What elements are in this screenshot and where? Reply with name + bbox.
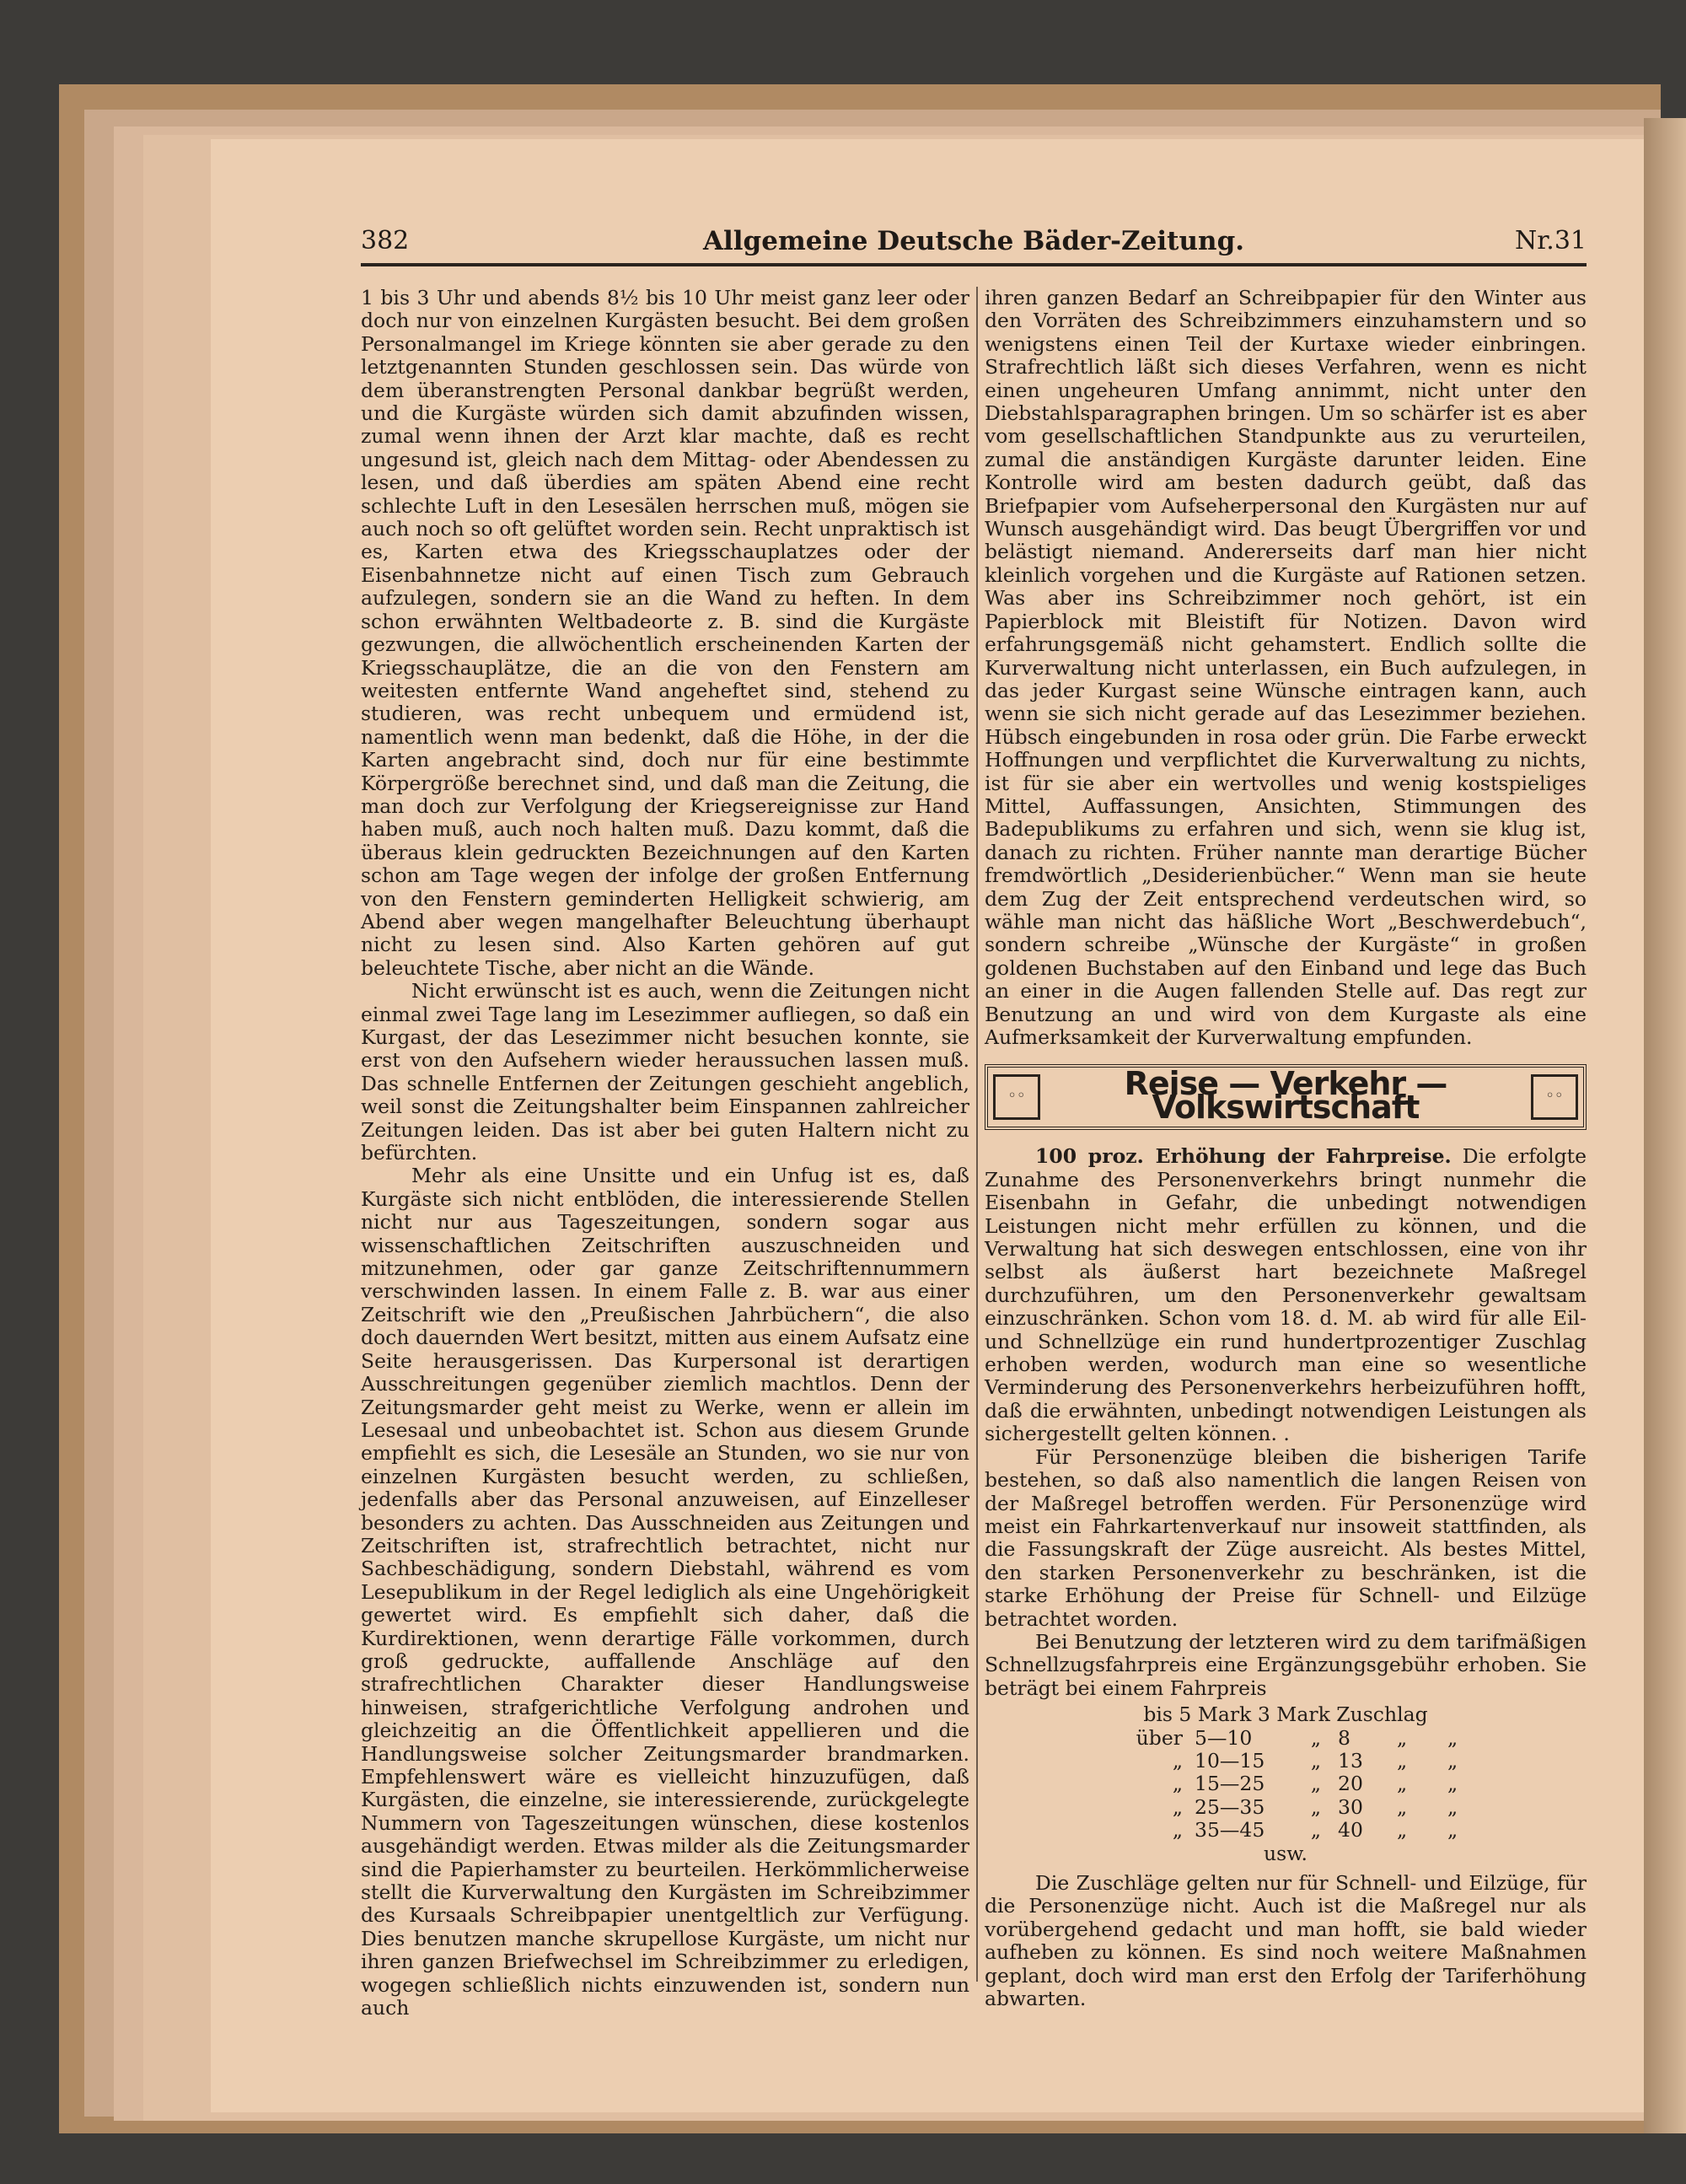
left-column [361, 287, 969, 2020]
table-cell: 13 [1338, 1748, 1363, 1772]
table-cell: 30 [1338, 1794, 1363, 1819]
table-cell: „ [1310, 1725, 1321, 1750]
column-divider [976, 287, 978, 1982]
section-banner [985, 1064, 1587, 1130]
section-title: Reise — Verkehr — Volkswirtschaft [1124, 1065, 1447, 1126]
table-row [985, 1750, 1587, 1772]
tariff-footer: usw. [1264, 1841, 1307, 1865]
table-cell: 25—35 [1195, 1794, 1265, 1819]
ornament-icon: ◦◦ [993, 1074, 1040, 1120]
table-cell: „ [1397, 1818, 1408, 1842]
paragraph-text: Die erfolgte Zunahme des Personenverkehrs bringt nunmehr die Eisenbahn in Gefahr, die unbedingt notwendigen Leistungen nicht mehr erfüllen zu können, und die Verwaltung hat sich deswegen entschlossen, eine von ihr selbst als äußerst hart bezeichnete Maßregel durchzuführen, um den Personenverkehr gewaltsam einzuschränken. Schon vom 18. d. M. ab wird für alle Eil- und Schnellzüge ein rund hundertprozentiger Zuschlag erhoben werden, wodurch man eine so wesentliche Verminderung des Personenverkehrs herbeizuführen hofft, daß die erwähnten, unbedingt notwendigen Leistungen als sichergestellt gelten können. . [985, 1144, 1587, 1446]
table-cell: „ [1310, 1818, 1321, 1842]
table-cell: „ [1447, 1725, 1458, 1750]
table-cell: „ [1397, 1748, 1408, 1772]
paragraph: Bei Benutzung der letzteren wird zu dem tarifmäßigen Schnellzugsfahrpreis eine Ergänzungsgebühr erhoben. Sie beträgt bei einem Fahrpreis [985, 1629, 1587, 1700]
table-cell: 8 [1338, 1725, 1350, 1750]
publication-title: Allgemeine Deutsche Bäder-Zeitung. [702, 226, 1245, 256]
table-cell: „ [1172, 1794, 1183, 1819]
table-cell: „ [1172, 1818, 1183, 1842]
facing-page-edge [1644, 118, 1686, 2133]
paragraph: Die Zuschläge gelten nur für Schnell- und Eilzüge, für die Personenzüge nicht. Auch ist die Maßregel nur als vorübergehend gedacht und man hofft, sie bald wieder aufheben zu können. Es sind noch weitere Maßnahmen geplant, doch wird man erst den Erfolg der Tariferhöhung abwarten. [985, 1871, 1587, 2011]
table-cell: „ [1447, 1794, 1458, 1819]
tariff-header: bis 5 Mark 3 Mark Zuschlag [1143, 1703, 1428, 1727]
issue-number: Nr.31 [1514, 226, 1587, 256]
table-cell: über [1136, 1725, 1183, 1750]
table-row [985, 1819, 1587, 1842]
paragraph: Für Personenzüge bleiben die bisherigen Tarife bestehen, so daß also namentlich die langen Reisen von der Maßregel betroffen werden. Für Personenzüge wird meist ein Fahrkartenverkauf nur insoweit stattfinden, als die Fassungskraft der Züge ausreicht. Als bestes Mittel, den starken Personenverkehr zu beschränken, ist die starke Erhöhung der Preise für Schnell- und Eilzüge betrachtet worden. [985, 1444, 1587, 1631]
table-cell: „ [1397, 1725, 1408, 1750]
table-cell: „ [1447, 1748, 1458, 1772]
paragraph: 1 bis 3 Uhr und abends 8½ bis 10 Uhr meist ganz leer oder doch nur von einzelnen Kurgästen besucht. Bei dem großen Personalmangel im Kriege könnten sie aber gerade zu den letztgenannten Stunden geschlossen sein. Das würde von dem überanstrengten Personal dankbar begrüßt werden, und die Kurgäste würden sich damit abzufinden wissen, zumal wenn ihnen der Arzt klar machte, daß es recht ungesund ist, gleich nach dem Mittag- oder Abendessen zu lesen, und daß überdies am späten Abend eine recht schlechte Luft in den Lesesälen herrschen muß, mögen sie auch noch so oft gelüftet worden sein. Recht unpraktisch ist es, Karten etwa des Kriegsschauplatzes oder der Eisenbahnnetze nicht auf einen Tisch zum Gebrauch aufzulegen, sondern sie an die Wand zu heften. In dem schon erwähnten Weltbadeorte z. B. sind die Kurgäste gezwungen, die allwöchentlich erscheinenden Karten der Kriegsschauplätze, die an die von den Fenstern am weitesten entfernte Wand angeheftet sind, stehend zu studieren, was recht unbequem und ermüdend ist, namentlich wenn man bedenkt, daß die Höhe, in der die Karten angebracht sind, doch nur für eine bestimmte Körpergröße berechnet sind, und daß man die Zeitung, die man doch zur Verfolgung der Kriegsereignisse zur Hand haben muß, auch noch halten muß. Dazu kommt, daß die überaus klein gedruckten Bezeichnungen auf den Karten schon am Tage wegen der infolge der großen Entfernung von den Fenstern geminderten Helligkeit schwierig, am Abend aber wegen mangelhafter Beleuchtung überhaupt nicht zu lesen sind. Also Karten gehören auf gut beleuchtete Tische, aber nicht an die Wände. [361, 286, 969, 980]
table-cell: 40 [1338, 1818, 1363, 1842]
table-cell: 20 [1338, 1772, 1363, 1796]
table-cell: „ [1172, 1772, 1183, 1796]
table-cell: 10—15 [1195, 1748, 1265, 1772]
table-cell: „ [1397, 1794, 1408, 1819]
tariff-table [985, 1703, 1587, 1865]
table-cell: 15—25 [1195, 1772, 1265, 1796]
table-row [985, 1727, 1587, 1750]
table-cell: 35—45 [1195, 1818, 1265, 1842]
running-header [361, 226, 1587, 260]
paragraph: Mehr als eine Unsitte und ein Unfug ist es, daß Kurgäste sich nicht entblöden, die interessierende Stellen nicht nur aus Tageszeitungen, sondern sogar aus wissenschaftlichen Zeitschriften auszuschneiden und mitzunehmen, oder gar ganze Zeitschriftennummern verschwinden lassen. In einem Falle z. B. war aus einer Zeitschrift wie den „Preußischen Jahrbüchern“, die also doch dauernden Wert besitzt, mitten aus einem Aufsatz eine Seite herausgerissen. Das Kurpersonal ist derartigen Ausschreitungen gegenüber ziemlich machtlos. Denn der Zeitungsmarder geht meist zu Werke, wenn er allein im Lesesaal und unbeobachtet ist. Schon aus diesem Grunde empfiehlt es sich, die Lesesäle an Stunden, wo sie nur von einzelnen Kurgästen besucht werden, zu schließen, jedenfalls aber das Personal anzuweisen, auf Einzelleser besonders zu achten. Das Ausschneiden aus Zeitungen und Zeitschriften ist, strafrechtlich betrachtet, nicht nur Sachbeschädigung, sondern Diebstahl, während es vom Lesepublikum in der Regel lediglich als eine Ungehörigkeit gewertet wird. Es empfiehlt sich daher, daß die Kurdirektionen, wenn derartige Fälle vorkommen, durch groß gedruckte, auffallende Anschläge auf den strafrechtlichen Charakter dieser Handlungsweise hinweisen, strafgerichtliche Verfolgung androhen und gleichzeitig an die Öffentlichkeit appellieren und die Handlungsweise solcher Zeitungsmarder brandmarken. Empfehlenswert wäre es vielleicht hinzuzufügen, daß Kurgästen, die einzelne, sie interessierende, zurückgelegte Nummern von Tageszeitungen wünschen, diese kostenlos ausgehändigt werden. Etwas milder als die Zeitungsmarder sind die Papierhamster zu beurteilen. Herkömmlicherweise stellt die Kurverwaltung den Kurgästen im Schreibzimmer des Kursaals Schreibpapier unentgeltlich zur Verfügung. Dies benutzen manche skrupellose Kurgäste, um nicht nur ihren ganzen Briefwechsel im Schreibzimmer zu erledigen, wogegen schließlich nichts einzuwenden ist, sondern nun auch [361, 1164, 969, 2020]
table-row [985, 1796, 1587, 1819]
article-headline: 100 proz. Erhöhung der Fahrpreise. [1035, 1144, 1452, 1169]
table-cell: „ [1447, 1772, 1458, 1796]
page-number: 382 [361, 226, 410, 256]
table-cell: „ [1172, 1748, 1183, 1772]
table-cell: 5—10 [1195, 1725, 1253, 1750]
table-cell: „ [1397, 1772, 1408, 1796]
header-rule [361, 263, 1587, 266]
ornament-icon: ◦◦ [1531, 1074, 1578, 1120]
paragraph: ihren ganzen Bedarf an Schreibpapier für den Winter aus den Vorräten des Schreibzimmers einzuhamstern und so wenigstens einen Teil der Kurtaxe wieder einbringen. Strafrechtlich läßt sich dieses Verfahren, wenn es nicht einen ungeheuren Umfang annimmt, nicht unter den Diebstahlsparagraphen bringen. Um so schärfer ist es aber vom gesellschaftlichen Standpunkte aus zu verurteilen, zumal die anständigen Kurgäste darunter leiden. Eine Kontrolle wird am besten dadurch geübt, daß das Briefpapier vom Aufseherpersonal den Kurgästen nur auf Wunsch ausgehändigt wird. Das beugt Übergriffen vor und belästigt niemand. Andererseits darf man hier nicht kleinlich vorgehen und die Kurgäste auf Rationen setzen. Was aber ins Schreibzimmer noch gehört, ist ein Papierblock mit Bleistift für Notizen. Davon wird erfahrungsgemäß nicht gehamstert. Endlich sollte die Kurverwaltung nicht unterlassen, ein Buch aufzulegen, in das jeder Kurgast seine Wünsche eintragen kann, auch wenn sie sich nicht gerade auf das Lesezimmer beziehen. Hübsch eingebunden in rosa oder grün. Die Farbe erweckt Hoffnungen und verpflichtet die Kurverwaltung zu nichts, ist für sie aber ein wertvolles und wenig kostspieliges Mittel, Auffassungen, Ansichten, Stimmungen des Badepublikums zu erfahren und sich, wenn sie klug ist, danach zu richten. Früher nannte man derartige Bücher fremdwörtlich „Desiderienbücher.“ Wenn man sie heute dem Zug der Zeit entsprechend verdeutschen wird, so wähle man nicht das häßliche Wort „Beschwerdebuch“, sondern schreibe „Wünsche der Kurgäste“ in großen goldenen Buchstaben auf den Einband und lege das Buch an einer in die Augen fallenden Stelle auf. Das regt zur Benutzung an und wird von dem Kurgaste als eine Aufmerksamkeit der Kurverwaltung empfunden. [985, 286, 1587, 1049]
table-cell: „ [1310, 1748, 1321, 1772]
table-cell: „ [1447, 1818, 1458, 1842]
table-row [985, 1772, 1587, 1795]
table-cell: „ [1310, 1772, 1321, 1796]
paragraph: Nicht erwünscht ist es auch, wenn die Zeitungen nicht einmal zwei Tage lang im Lesezimmer aufliegen, so daß ein Kurgast, der das Lesezimmer nicht besuchen konnte, sie erst von den Aufsehern wieder heraussuchen lassen muß. Das schnelle Entfernen der Zeitungen geschieht angeblich, weil sonst die Zeitungshalter beim Einspannen zahlreicher Zeitungen leiden. Das ist aber bei guten Haltern nicht zu befürchten. [361, 979, 969, 1165]
paragraph [985, 1145, 1587, 1445]
table-cell: „ [1310, 1794, 1321, 1819]
right-column [985, 287, 1587, 2010]
